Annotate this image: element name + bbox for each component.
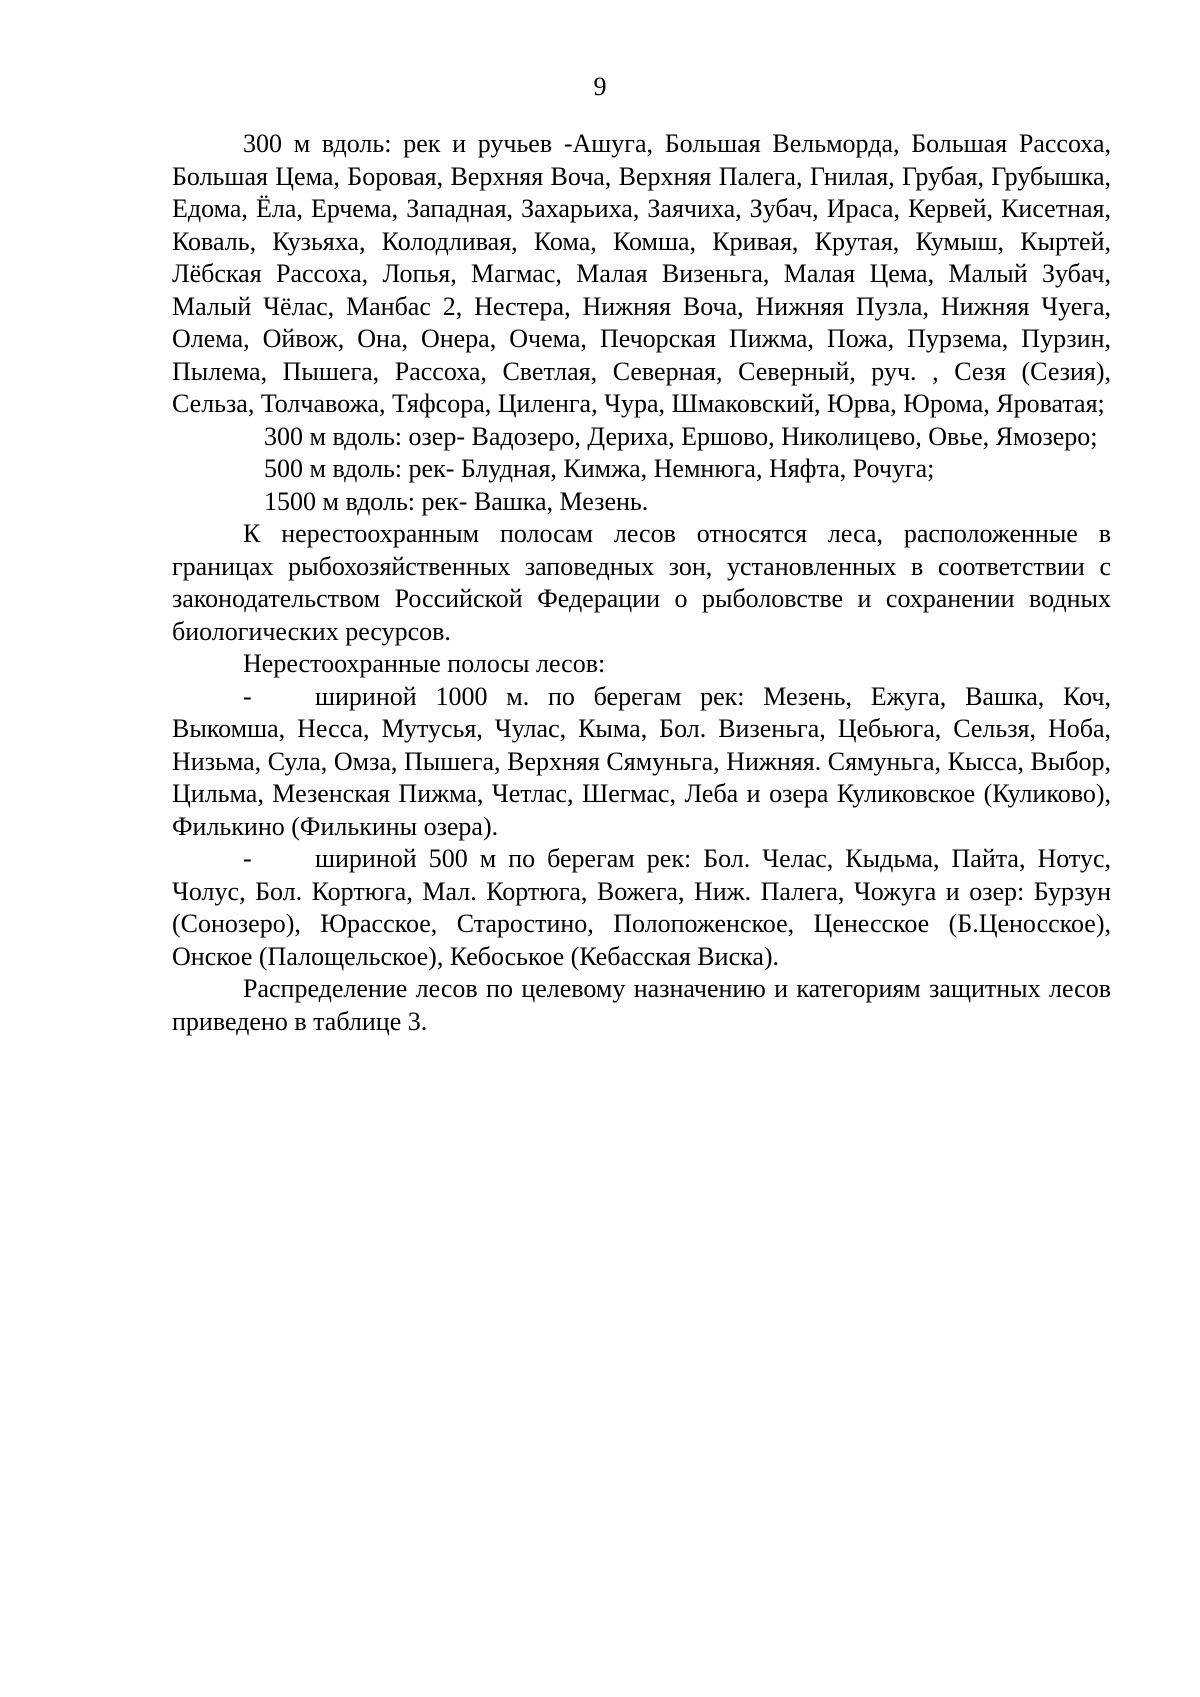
bullet-item-500m <box>172 843 1111 973</box>
bullet-text: шириной 500 м по берегам рек: Бол. Челас, Кыдьма, Пайта, Нотус, Чолус, Бол. Кортюга, Мал. Кортюга, Вожега, Ниж. Палега, Чожуга и озер: Бурзун (Сонозеро), Юрасское, Старостино, Полопоженское, Ценесское (Б.Ценосское), Онское (Палощельское), Кебоськое (Кебасская Виска). <box>172 844 1111 971</box>
paragraph-rivers-300m: 300 м вдоль: рек и ручьев -Ашуга, Большая Вельморда, Большая Рассоха, Большая Цема, Боровая, Верхняя Воча, Верхняя Палега, Гнилая, Грубая, Грубышка, Едома, Ёла, Ерчема, Западная, Захарьиха, Заячиха, Зубач, Ираса, Кервей, Кисетная, Коваль, Кузьяха, Колодливая, Кома, Комша, Кривая, Крутая, Кумыш, Кыртей, Лёбская Рассоха, Лопья, Магмас, Малая Визеньга, Малая Цема, Малый Зубач, Малый Чёлас, Манбас 2, Нестера, Нижняя Воча, Нижняя Пузла, Нижняя Чуега, Олема, Ойвож, Она, Онера, Очема, Печорская Пижма, Пожа, Пурзема, Пурзин, Пылема, Пышега, Рассоха, Светлая, Северная, Северный, руч. , Сезя (Сезия), Сельза, Толчавожа, Тяфсора, Циленга, Чура, Шмаковский, Юрва, Юрома, Яроватая; <box>172 129 1111 418</box>
paragraph-rivers-1500m: 1500 м вдоль: рек- Вашка, Мезень. <box>264 486 649 516</box>
bullet-marker: - <box>243 844 252 873</box>
bullet-text: шириной 1000 м. по берегам рек: Мезень, Ежуга, Вашка, Коч, Выкомша, Несса, Мутусья, Чулас, Кыма, Бол. Визеньга, Цебьюга, Сельзя, Ноба, Низьма, Сула, Омза, Пышега, Верхняя Сямуньга, Нижняя. Сямуньга, Кысса, Выбор, Цильма, Мезенская Пижма, Четлас, Шегмас, Леба и озера Куликовское (Куликово), Филькино (Филькины озера). <box>172 681 1111 841</box>
page-number: 9 <box>593 72 607 101</box>
document-body <box>172 128 1111 1038</box>
bullet-marker: - <box>243 681 252 711</box>
paragraph-table-reference: Распределение лесов по целевому назначению и категориям защитных лесов приведено в таблице 3. <box>172 974 1111 1036</box>
paragraph-rivers-500m: 500 м вдоль: рек- Блудная, Кимжа, Немнюга, Няфта, Рочуга; <box>264 454 935 483</box>
paragraph-lakes-300m: 300 м вдоль: озер- Вадозеро, Дериха, Ершово, Николицево, Овье, Ямозеро; <box>264 421 1098 451</box>
bullet-item-1000m <box>172 681 1111 844</box>
paragraph-spawning-heading: Нерестоохранные полосы лесов: <box>243 649 606 678</box>
paragraph-spawning-definition: К нерестоохранным полосам лесов относятся леса, расположенные в границах рыбохозяйственных заповедных зон, установленных в соответствии с законодательством Российской Федерации о рыболовстве и сохранении водных биологических ресурсов. <box>172 519 1111 646</box>
